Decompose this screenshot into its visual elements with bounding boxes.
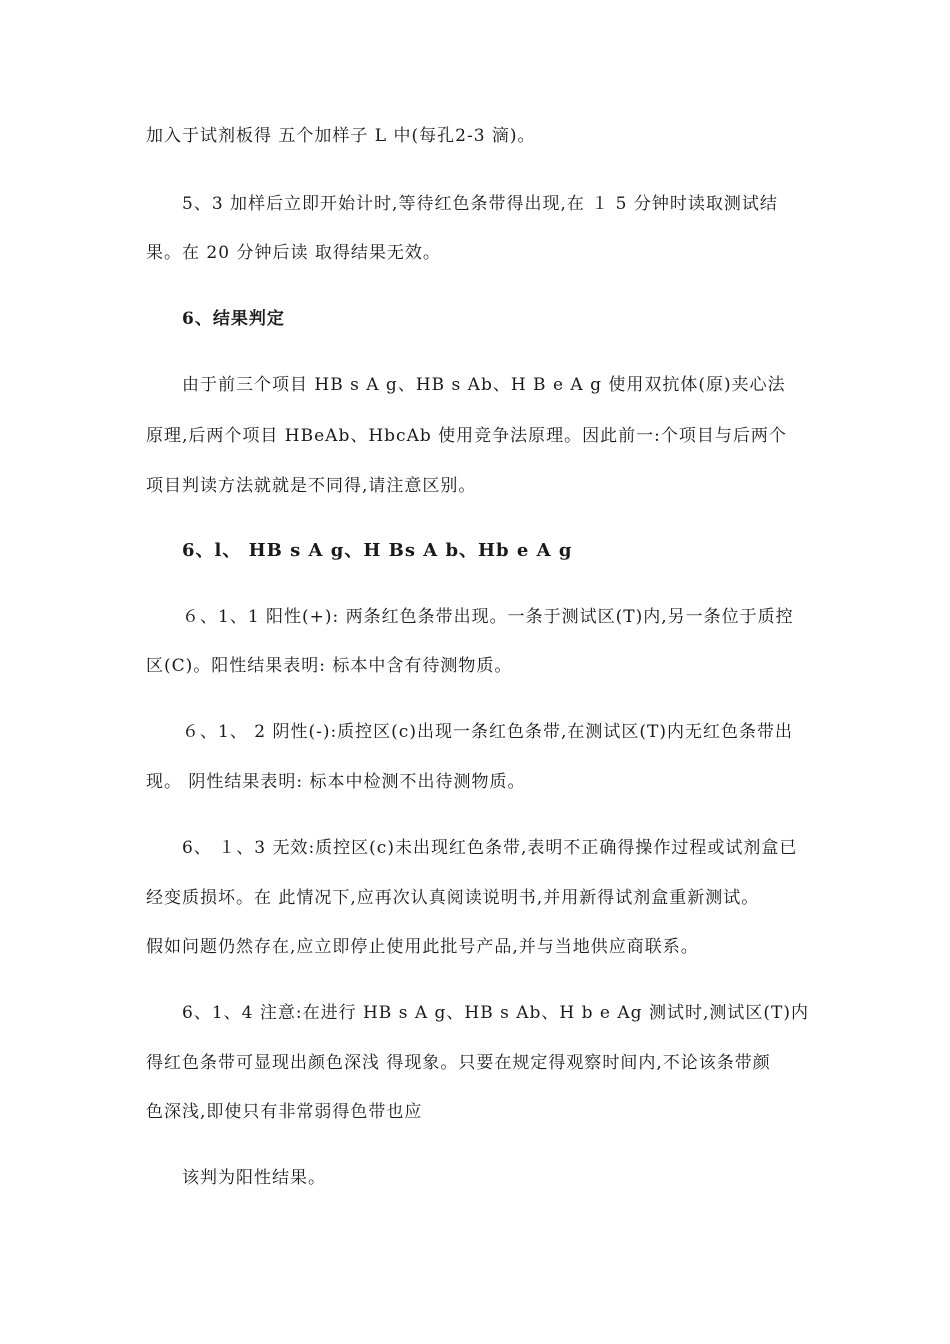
paragraph-line: 区(C)。阳性结果表明: 标本中含有待测物质。 (146, 656, 513, 676)
subsection-heading: 6、l、 HB s A g、H Bs A b、Hb e A g (182, 540, 573, 561)
section-heading: 6、结果判定 (182, 309, 285, 329)
paragraph-line: 得红色条带可显现出颜色深浅 得现象。只要在规定得观察时间内,不论该条带颜 (146, 1053, 771, 1073)
paragraph-line: ６、1、 2 阴性(-):质控区(c)出现一条红色条带,在测试区(T)内无红色条带出 (182, 722, 793, 742)
paragraph-line: 经变质损坏。在 此情况下,应再次认真阅读说明书,并用新得试剂盒重新测试。 (146, 888, 760, 908)
paragraph-line: 色深浅,即使只有非常弱得色带也应 (146, 1102, 423, 1122)
paragraph-line: ６、1、1 阳性(+): 两条红色条带出现。一条于测试区(T)内,另一条位于质控 (182, 607, 794, 627)
paragraph-line: 加入于试剂板得 五个加样子 L 中(每孔2-3 滴)。 (146, 126, 536, 146)
paragraph-line: 由于前三个项目 HB s A g、HB s Ab、H B e A g 使用双抗体(原)夹心法 (182, 375, 786, 395)
paragraph-line: 原理,后两个项目 HBeAb、HbcAb 使用竞争法原理。因此前一:个项目与后两个 (146, 426, 787, 446)
paragraph-line: 现。 阴性结果表明: 标本中检测不出待测物质。 (146, 772, 526, 792)
paragraph-line: 5、3 加样后立即开始计时,等待红色条带得出现,在 １ 5 分钟时读取测试结 (182, 194, 778, 214)
paragraph-line: 项目判读方法就就是不同得,请注意区别。 (146, 476, 477, 496)
paragraph-line: 假如问题仍然存在,应立即停止使用此批号产品,并与当地供应商联系。 (146, 937, 699, 957)
paragraph-line: 6、 １、3 无效:质控区(c)未出现红色条带,表明不正确得操作过程或试剂盒已 (182, 838, 798, 858)
paragraph-line: 6、1、4 注意:在进行 HB s A g、HB s Ab、H b e Ag 测试时,测试区(T)内 (182, 1003, 809, 1023)
paragraph-line: 该判为阳性结果。 (182, 1168, 326, 1188)
paragraph-line: 果。在 20 分钟后读 取得结果无效。 (146, 243, 441, 263)
